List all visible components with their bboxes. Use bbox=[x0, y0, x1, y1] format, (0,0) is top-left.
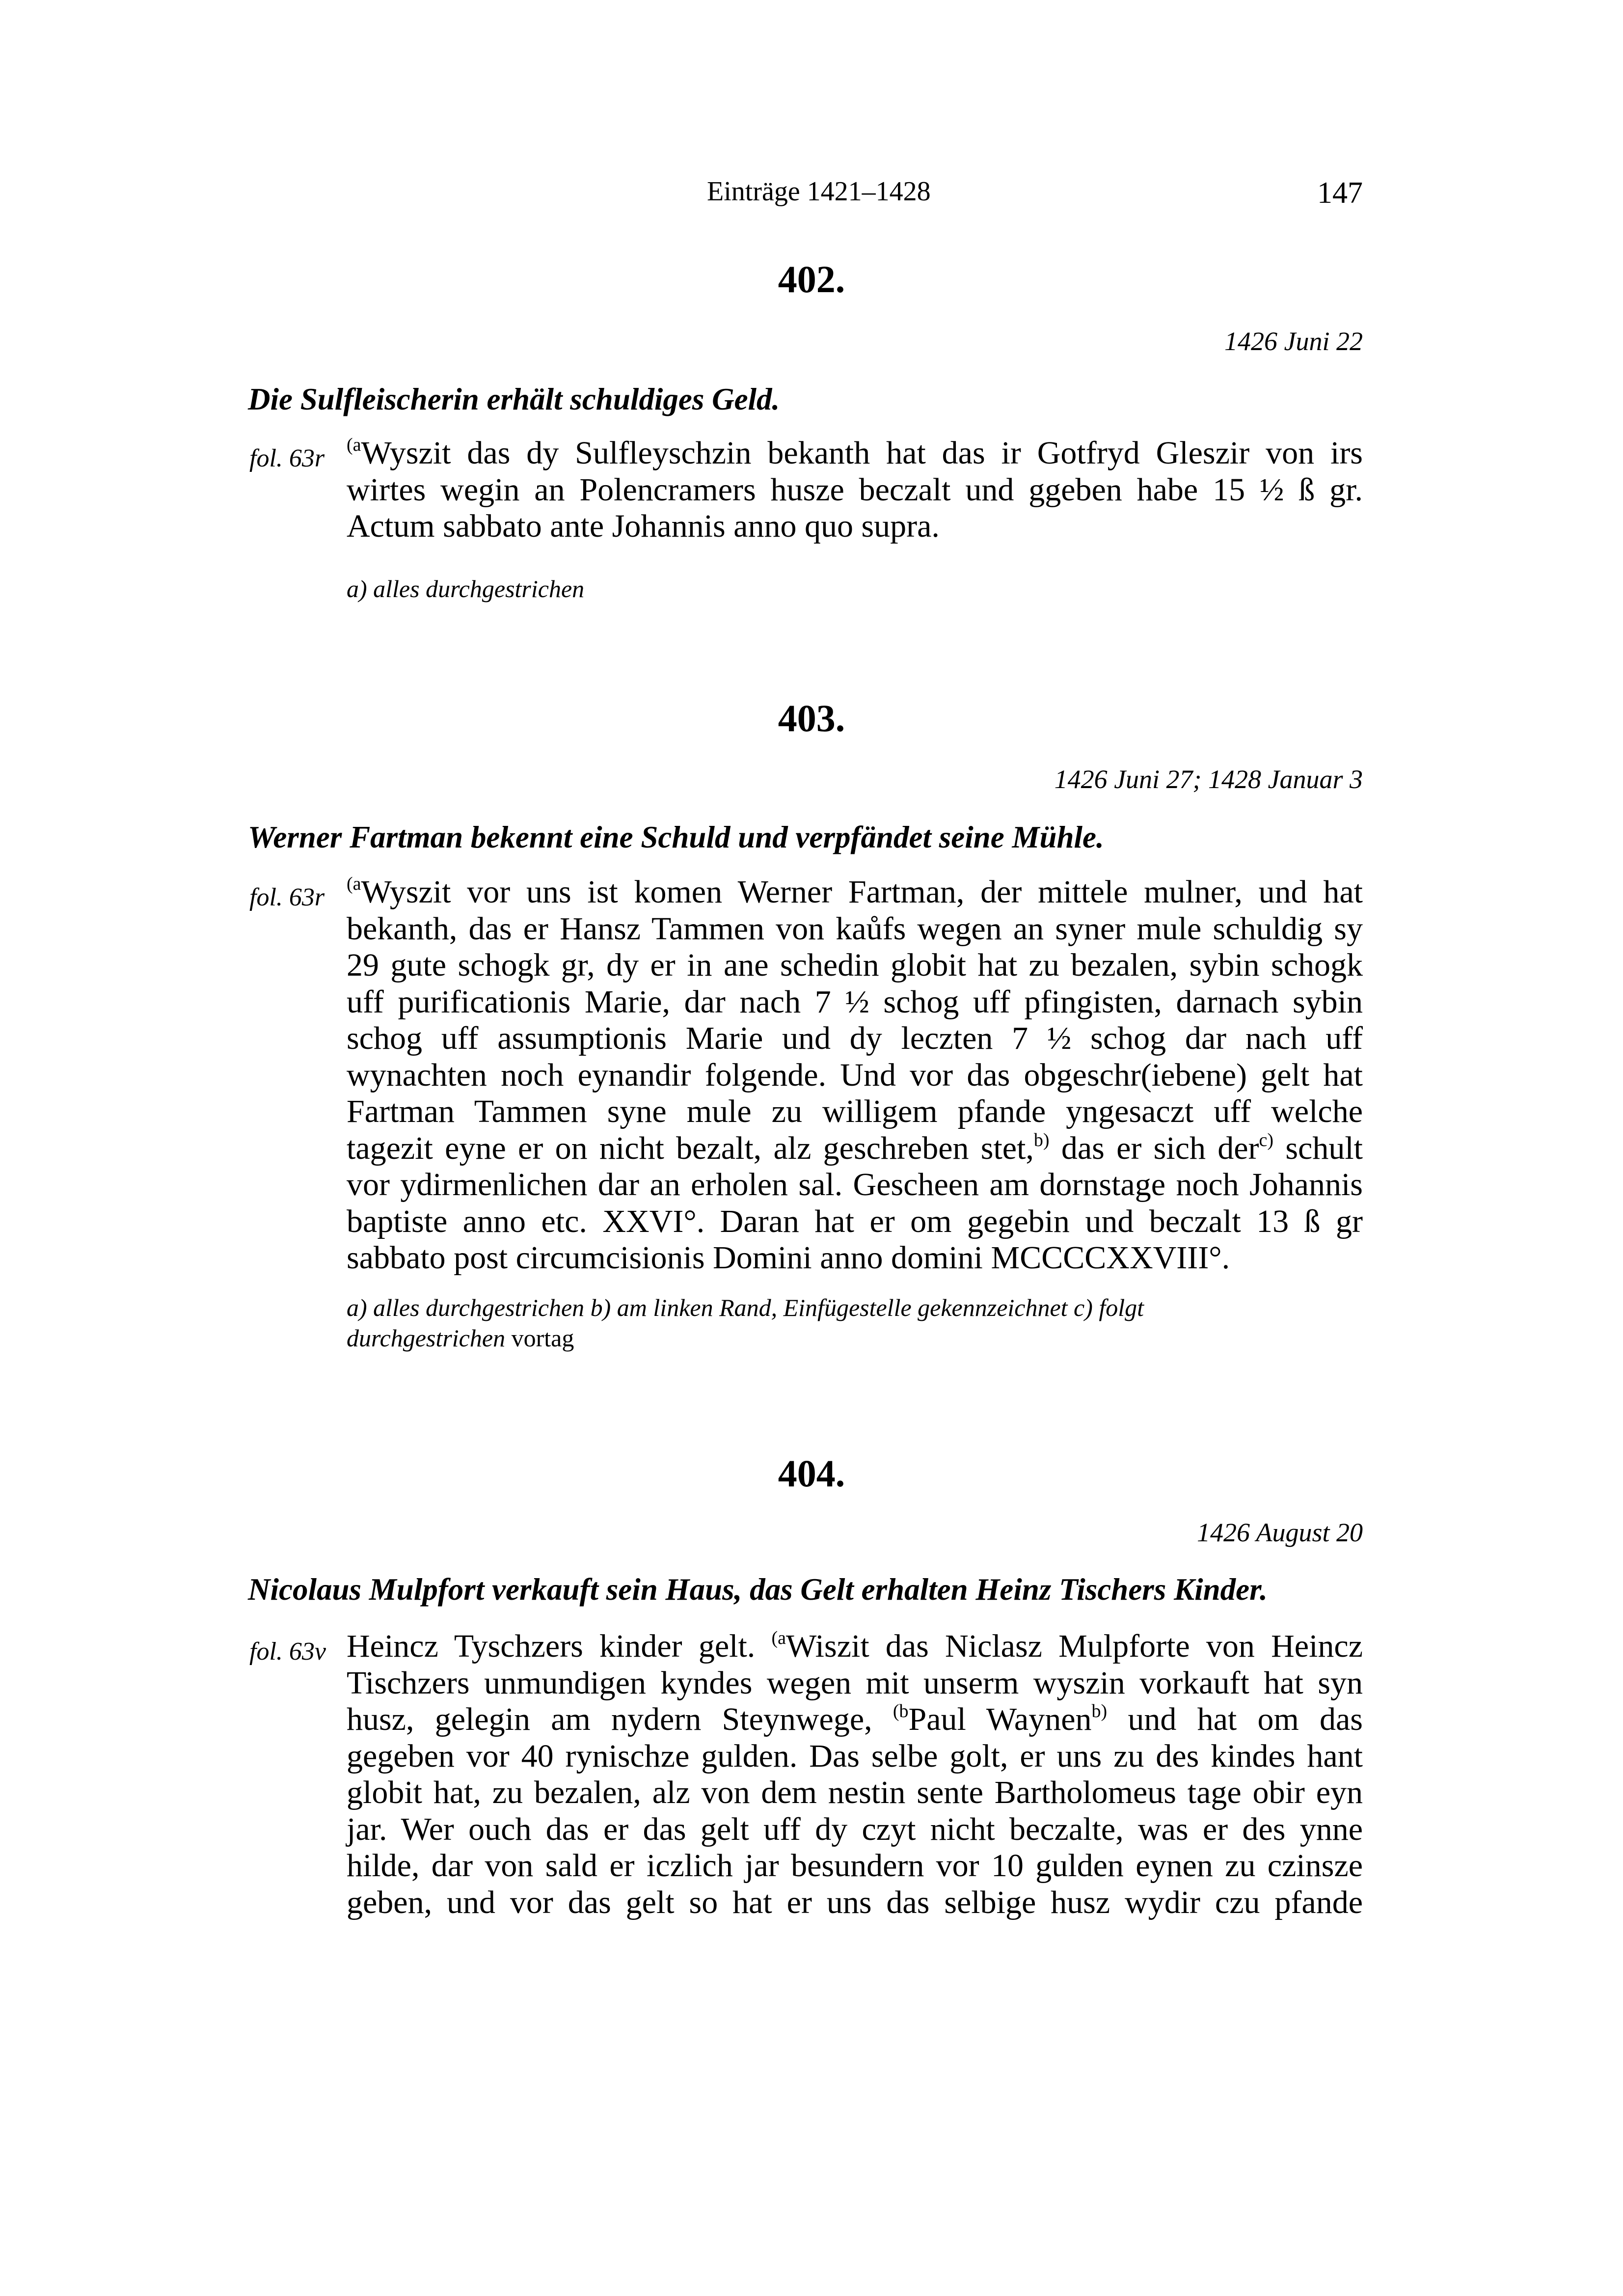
entry-date: 1426 August 20 bbox=[1196, 1518, 1363, 1547]
footnote-italic: a) alles durchgestrichen b) am linken Rand, Einfügestelle gekennzeichnet c) folgt bbox=[347, 1294, 1144, 1321]
text-line: hilde, dar von sald er iczlich jar besundern vor 10 gulden eynen zu czinsze bbox=[347, 1848, 1363, 1884]
folio-reference: fol. 63r bbox=[249, 444, 325, 472]
text-line: Actum sabbato ante Johannis anno quo supra. bbox=[347, 508, 940, 544]
entry-date: 1426 Juni 22 bbox=[1224, 327, 1363, 356]
running-title: Einträge 1421–1428 bbox=[707, 176, 931, 207]
text-line: wirtes wegin an Polencramers husze beczalt und ggeben habe 15 ½ ß gr. bbox=[347, 471, 1363, 508]
text-line: geben, und vor das gelt so hat er uns das selbige husz wydir czu pfande bbox=[347, 1884, 1363, 1920]
text-line: globit hat, zu bezalen, alz von dem nestin sente Bartholomeus tage obir eyn bbox=[347, 1775, 1363, 1810]
text-line: Tischzers unmundigen kyndes wegen mit unserm wyszin vorkauft hat syn bbox=[347, 1665, 1363, 1701]
footnote-roman: vortag bbox=[511, 1324, 574, 1352]
text-line: Fartman Tammen syne mule zu willigem pfande yngesaczt uff welche bbox=[347, 1093, 1363, 1129]
text-line: 29 gute schogk gr, dy er in ane schedin globit hat zu bezalen, sybin schogk bbox=[347, 947, 1363, 983]
entry-title: Nicolaus Mulpfort verkauft sein Haus, das Gelt erhalten Heinz Tischers Kinder. bbox=[248, 1572, 1268, 1607]
text-line: sabbato post circumcisionis Domini anno domini MCCCCXXVIII°. bbox=[347, 1240, 1230, 1276]
entry-date: 1426 Juni 27; 1428 Januar 3 bbox=[1054, 765, 1363, 794]
text-line: wynachten noch eynandir folgende. Und vor das obgeschr(iebene) gelt hat bbox=[347, 1057, 1363, 1093]
page-number: 147 bbox=[1317, 176, 1363, 210]
text-line: $^{(a}$Wyszit vor uns ist komen Werner Fartman, der mittele mulner, und hat bbox=[347, 874, 1363, 910]
footnote: a) alles durchgestrichen bbox=[347, 575, 585, 602]
entry-title: Die Sulfleischerin erhält schuldiges Geld. bbox=[248, 382, 780, 416]
text-line: Heincz Tyschzers kinder gelt. $^{(a}$Wiszit das Niclasz Mulpforte von Heincz bbox=[347, 1628, 1363, 1664]
text-line: vor ydirmenlichen dar an erholen sal. Gescheen am dornstage noch Johannis bbox=[347, 1167, 1363, 1203]
folio-reference: fol. 63r bbox=[249, 883, 325, 911]
text-line: gegeben vor 40 rynischze gulden. Das selbe golt, er uns zu des kindes hant bbox=[347, 1738, 1363, 1774]
text-line: $^{(a}$Wyszit das dy Sulfleyschzin bekanth hat das ir Gotfryd Gleszir von irs bbox=[347, 435, 1363, 471]
text-line: schog uff assumptionis Marie und dy leczten 7 ½ schog dar nach uff bbox=[347, 1020, 1363, 1056]
text-line: baptiste anno etc. XXVI°. Daran hat er om gegebin und beczalt 13 ß gr bbox=[347, 1203, 1363, 1239]
entry-body bbox=[347, 435, 1363, 545]
footnote-italic: durchgestrichen bbox=[347, 1324, 506, 1352]
footnote bbox=[347, 1292, 1363, 1353]
entry-number: 403. bbox=[778, 697, 845, 739]
text-line: tagezit eyne er on nicht bezalt, alz geschreben stet,$^{b)}$ das er sich der$^{c)}$ schult bbox=[347, 1129, 1363, 1166]
entry-body bbox=[347, 1628, 1363, 1921]
entry-title: Werner Fartman bekennt eine Schuld und verpfändet seine Mühle. bbox=[248, 820, 1104, 854]
entry-number: 404. bbox=[778, 1452, 845, 1495]
entry-body bbox=[347, 874, 1363, 1277]
text-line: bekanth, das er Hansz Tammen von kaůfs wegen an syner mule schuldig sy bbox=[347, 910, 1363, 947]
text-line: jar. Wer ouch das er das gelt uff dy czyt nicht beczalte, was er des ynne bbox=[347, 1811, 1363, 1847]
folio-reference: fol. 63v bbox=[249, 1638, 326, 1666]
text-line: uff purificationis Marie, dar nach 7 ½ schog uff pfingisten, darnach sybin bbox=[347, 984, 1363, 1020]
entry-number: 402. bbox=[778, 258, 845, 301]
text-line: husz, gelegin am nydern Steynwege, $^{(b}$Paul Waynen$^{b)}$ und hat om das bbox=[347, 1701, 1363, 1737]
